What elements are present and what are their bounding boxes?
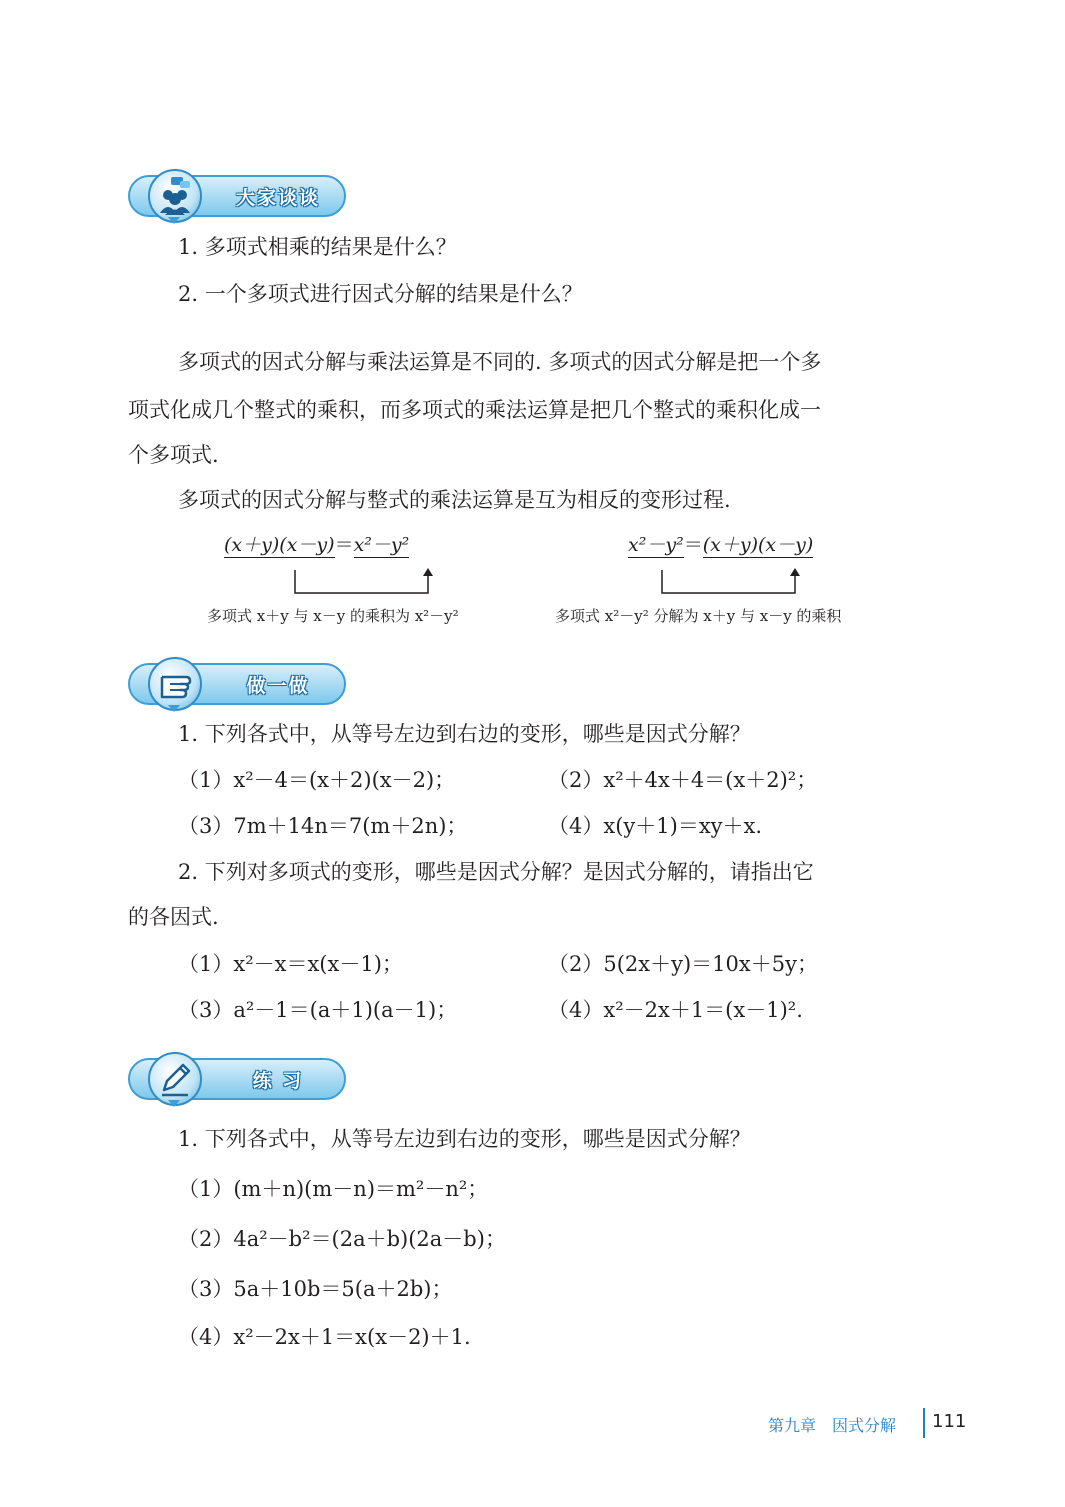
- diagram-left-lhs: (x＋y)(x－y): [224, 534, 335, 556]
- practice-item-2: （2）4a²－b²＝(2a＋b)(2a－b)；: [178, 1227, 506, 1251]
- people-chat-icon: [148, 169, 202, 223]
- diagram-left-rhs: x²－y²: [353, 534, 410, 556]
- diagram-right-equals: ＝: [683, 534, 703, 556]
- explain-paragraph-2: 多项式的因式分解与整式的乘法运算是互为相反的变形过程.: [178, 488, 731, 512]
- doit-question-2-line-1: 2. 下列对多项式的变形，哪些是因式分解？是因式分解的，请指出它: [178, 860, 814, 884]
- talk-question-2: 2. 一个多项式进行因式分解的结果是什么？: [178, 282, 583, 306]
- badge-tail: [168, 705, 180, 712]
- talk-section-badge: [128, 175, 346, 217]
- pointing-hand-icon: [148, 657, 202, 711]
- explain-paragraph-1-line-2: 项式化成几个整式的乘积，而多项式的乘法运算是把几个整式的乘积化成一: [128, 398, 821, 422]
- talk-title: 大家谈谈: [235, 187, 320, 209]
- practice-title: 练 习: [252, 1070, 304, 1092]
- doit-title: 做一做: [246, 675, 310, 697]
- doit-q1-item-1: （1）x²－4＝(x＋2)(x－2)；: [178, 768, 456, 792]
- diagram-left-equals: ＝: [334, 534, 354, 556]
- talk-question-1: 1. 多项式相乘的结果是什么？: [178, 235, 457, 259]
- doit-q2-item-2: （2）5(2x＋y)＝10x＋5y；: [548, 952, 818, 976]
- doit-q2-item-4: （4）x²－2x＋1＝(x－1)².: [548, 998, 803, 1022]
- practice-item-3: （3）5a＋10b＝5(a＋2b)；: [178, 1277, 453, 1301]
- doit-q1-item-4: （4）x(y＋1)＝xy＋x.: [548, 814, 763, 838]
- page-number: 111: [932, 1411, 967, 1432]
- footer-chapter: 第九章 因式分解: [768, 1416, 897, 1435]
- diagram-left-caption: 多项式 x＋y 与 x－y 的乘积为 x²－y²: [207, 607, 459, 625]
- practice-question-1: 1. 下列各式中，从等号左边到右边的变形，哪些是因式分解？: [178, 1127, 751, 1151]
- practice-item-4: （4）x²－2x＋1＝x(x－2)＋1.: [178, 1325, 471, 1349]
- footer-divider: [923, 1408, 925, 1438]
- diagram-right-caption: 多项式 x²－y² 分解为 x＋y 与 x－y 的乘积: [555, 607, 842, 625]
- doit-section-badge: [128, 663, 346, 705]
- explain-paragraph-1-line-1: 多项式的因式分解与乘法运算是不同的. 多项式的因式分解是把一个多: [178, 350, 822, 374]
- doit-question-1: 1. 下列各式中，从等号左边到右边的变形，哪些是因式分解？: [178, 722, 751, 746]
- doit-q2-item-1: （1）x²－x＝x(x－1)；: [178, 952, 403, 976]
- doit-q2-item-3: （3）a²－1＝(a＋1)(a－1)；: [178, 998, 458, 1022]
- doit-question-2-line-2: 的各因式.: [128, 905, 219, 929]
- pencil-icon: [148, 1052, 202, 1106]
- diagram-right-rhs: (x＋y)(x－y): [702, 534, 814, 556]
- doit-q1-item-3: （3）7m＋14n＝7(m＋2n)；: [178, 814, 468, 838]
- practice-item-1: （1）(m＋n)(m－n)＝m²－n²；: [178, 1177, 489, 1201]
- diagram-right-equation: [628, 532, 813, 558]
- practice-section-badge: [128, 1058, 346, 1100]
- badge-tail: [168, 1100, 180, 1107]
- badge-tail: [168, 217, 180, 224]
- doit-q1-item-2: （2）x²＋4x＋4＝(x＋2)²；: [548, 768, 818, 792]
- diagram-left-equation: [224, 532, 409, 558]
- explain-paragraph-1-line-3: 个多项式.: [128, 443, 219, 467]
- diagram-left-arrow: [290, 568, 435, 598]
- diagram-right-lhs: x²－y²: [628, 534, 684, 556]
- diagram-right-arrow: [657, 568, 802, 598]
